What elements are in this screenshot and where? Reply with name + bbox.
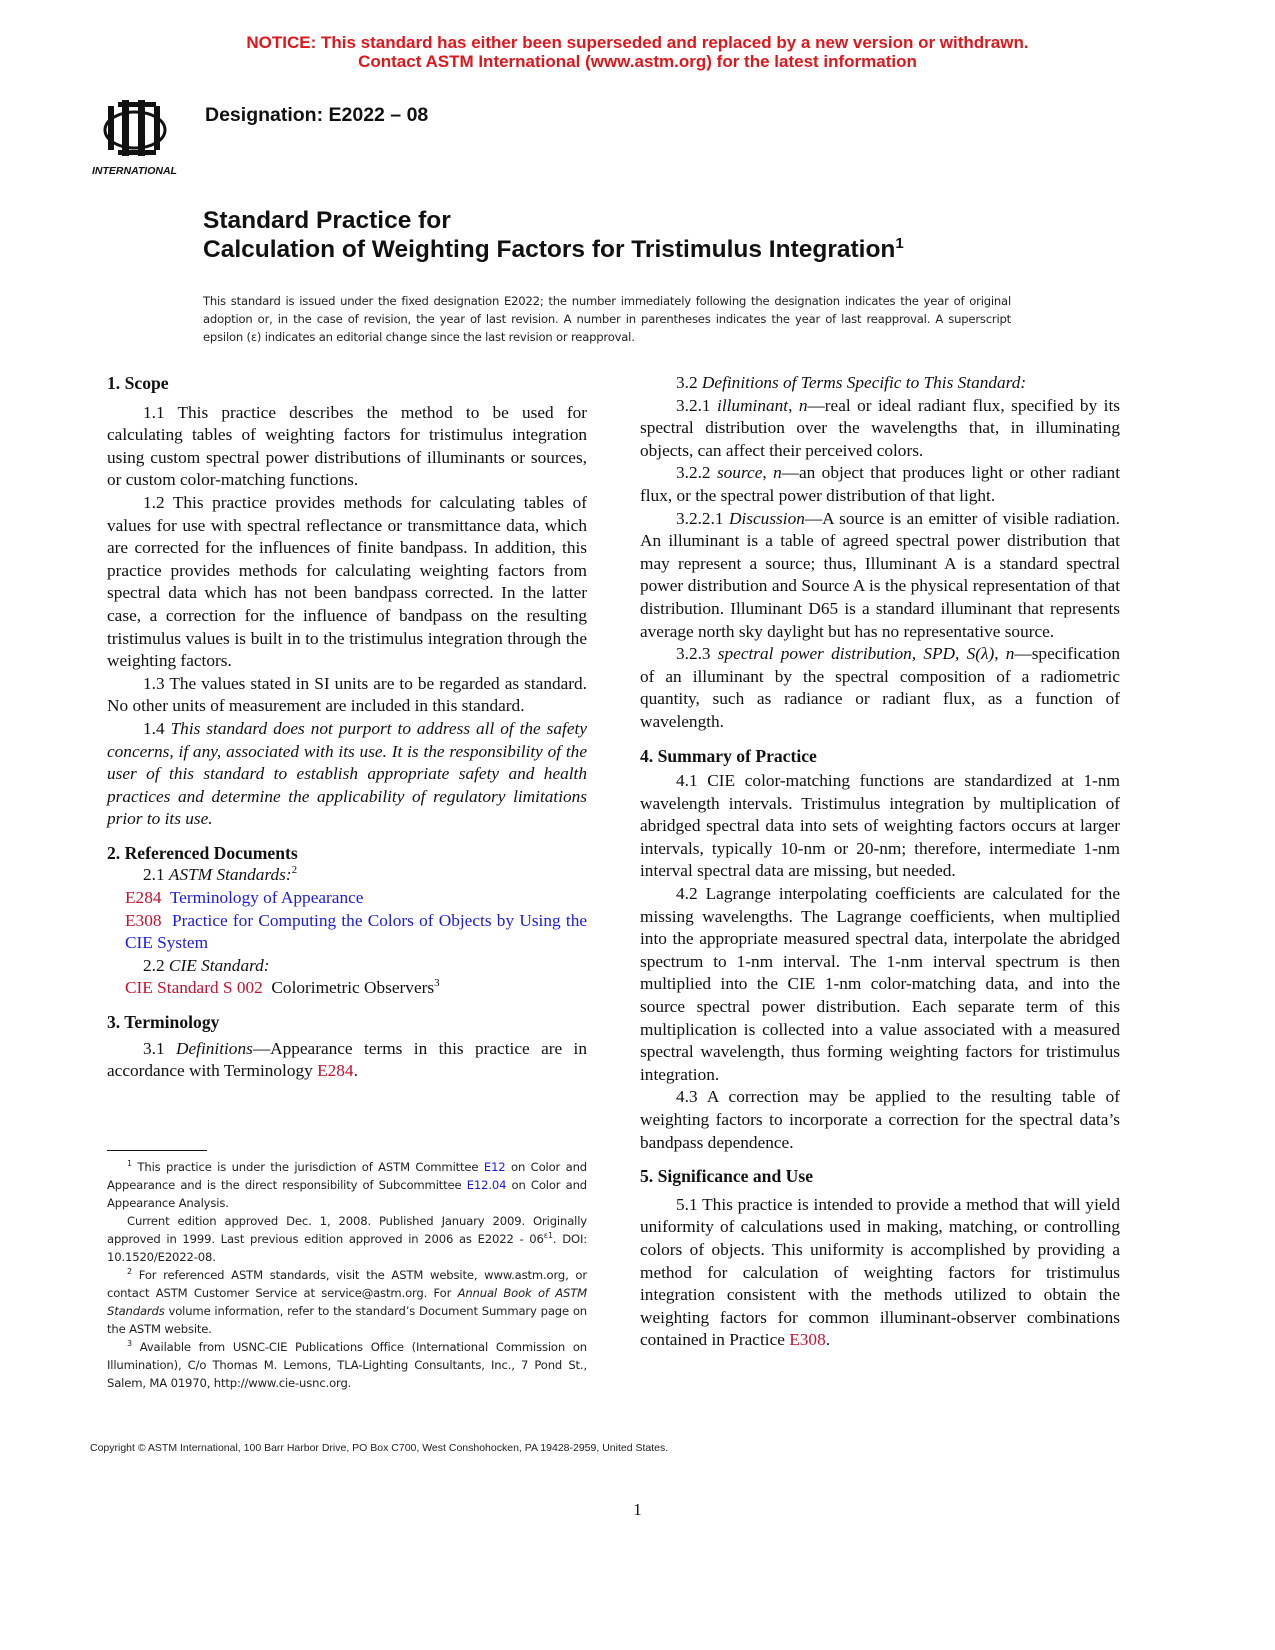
paragraph-1-1: 1.1 This practice describes the method to be used for calculating tables of weighting factors for tristimulus integration using custom spectral power distributions of illuminants or sources, or custom color-matching functions. <box>107 402 587 490</box>
edition-note: Current edition approved Dec. 1, 2008. Published January 2009. Originally approved in 1999. Last previous edition approved in 2006 as $E2022 - 06^{\varepsilon 1}$. DOI: 10.1520/E2022-08. <box>107 1214 587 1264</box>
paragraph-1-3: 1.3 The values stated in SI units are to be regarded as standard. No other units of measurement are included in this standard. <box>107 673 587 716</box>
reference-e308[interactable]: E308 Practice for Computing the Colors of Objects by Using the CIE System <box>125 910 588 953</box>
left-column <box>107 372 587 1083</box>
designation: Designation: E2022 – 08 <box>205 104 429 126</box>
astm-standards-label: 2.1 ASTM Standards:$^2$ <box>143 864 298 885</box>
definition-illuminant: 3.2.1 illuminant, n—real or ideal radiant flux, specified by its spectral distribution over the wavelengths that, in illuminating objects, can affect their perceived colors. <box>640 395 1120 460</box>
notice-line-2: Contact ASTM International (www.astm.org) for the latest information <box>358 52 917 71</box>
section-heading-terminology: 3. Terminology <box>107 1012 220 1033</box>
footnote-2: $^2$ For referenced ASTM standards, visit the ASTM website, www.astm.org, or contact ASTM Customer Service at service@astm.org. For Annual Book of ASTM Standards volume information, refer to the standard’s Document Summary page on the ASTM website. <box>107 1267 587 1336</box>
copyright-notice: Copyright © ASTM International, 100 Barr Harbor Drive, PO Box C700, West Conshohocken, PA 19428-2959, United States. <box>90 1442 669 1454</box>
paragraph-4-3: 4.3 A correction may be applied to the resulting table of weighting factors to incorporate a correction for the spectral data’s bandpass dependence. <box>640 1087 1120 1152</box>
link-e284[interactable]: E284 <box>317 1061 354 1081</box>
astm-logo <box>90 92 190 182</box>
title-line-2: Calculation of Weighting Factors for Tristimulus Integration$^1$ <box>203 234 904 263</box>
reference-cie-s002[interactable]: CIE Standard S 002 Colorimetric Observers$^3$ <box>125 977 440 998</box>
issuance-note: This standard is issued under the fixed designation E2022; the number immediately following the designation indicates the year of original adoption or, in the case of revision, the year of last revision. A number in parentheses indicates the year of last reapproval. A superscript epsilon (ε) indicates an editorial change since the last revision or reapproval. <box>203 294 1011 344</box>
paragraph-5-1: 5.1 This practice is intended to provide a method that will yield uniformity of calculations used in making, matching, or controlling colors of objects. This uniformity is accomplished by providing a method for calculation of weighting factors for tristimulus integration consistent with the methods utilized to obtain the weighting factors for common illuminant-observer combinations contained in Practice E308. <box>640 1194 1120 1350</box>
notice-line-1: NOTICE: This standard has either been superseded and replaced by a new version or withdrawn. <box>246 33 1029 52</box>
section-heading-referenced-documents: 2. Referenced Documents <box>107 842 298 863</box>
reference-e284[interactable]: E284 Terminology of Appearance <box>125 888 364 908</box>
page-number: 1 <box>633 1500 642 1519</box>
paragraph-3-1: 3.1 Definitions—Appearance terms in this practice are in accordance with Terminology E284. <box>107 1038 587 1081</box>
footnote-3: $^3$ Available from USNC-CIE Publications Office (International Commission on Illumination), C/o Thomas M. Lemons, TLA-Lighting Consultants, Inc., 7 Pond St., Salem, MA 01970, http://www.cie-usnc.org. <box>107 1339 587 1390</box>
cie-standard-label: 2.2 CIE Standard: <box>143 955 270 975</box>
right-column <box>640 372 1120 1352</box>
section-heading-scope: 1. Scope <box>107 373 169 393</box>
footnote-divider <box>107 1150 207 1151</box>
section-heading-significance: 5. Significance and Use <box>640 1166 814 1187</box>
paragraph-1-2: 1.2 This practice provides methods for calculating tables of values for use with spectral reflectance or transmittance data, which are corrected for the influences of finite bandpass. In addition, this practice provides methods for calculating weighting factors from spectral data which has not been bandpass corrected. In the latter case, a correction for the influence of bandpass on the resulting tristimulus values is built in to the tristimulus integration through the weighting factors. <box>107 492 587 671</box>
withdrawal-notice <box>0 33 1275 71</box>
definition-source: 3.2.2 source, n—an object that produces light or other radiant flux, or the spectral power distribution of that light. <box>640 463 1120 505</box>
definition-discussion: 3.2.2.1 Discussion—A source is an emitter of visible radiation. An illuminant is a table of agreed spectral power distribution that may represent a source; thus, Illuminant A is a standard spectral power distribution and Source A is the physical representation of that distribution. Illuminant D65 is a standard illuminant that represents average north sky daylight but has no representative source. <box>640 508 1121 641</box>
svg-text:INTERNATIONAL: INTERNATIONAL <box>92 165 177 177</box>
definitions-specific-label: 3.2 Definitions of Terms Specific to This Standard: <box>676 373 1027 392</box>
document-title <box>203 206 904 264</box>
astm-logo-icon <box>90 92 190 182</box>
title-line-1: Standard Practice for <box>203 207 451 234</box>
link-e12[interactable]: E12 <box>483 1160 506 1174</box>
definition-spd: 3.2.3 spectral power distribution, SPD, S(λ), n—specification of an illuminant by the spectral composition of a radiometric quantity, such as radiance or radiant flux, as a function of wavelength. <box>640 644 1120 731</box>
paragraph-4-1: 4.1 CIE color-matching functions are standardized at 1-nm wavelength intervals. Tristimulus integration by multiplication of abridged spectral data into sets of weighting factors occurs at larger intervals, typically 10-nm or 20-nm; therefore, intermediate 1-nm interval spectral data are missing, but needed. <box>640 771 1120 881</box>
link-e12-04[interactable]: E12.04 <box>466 1178 507 1192</box>
paragraph-1-4: 1.4 This standard does not purport to address all of the safety concerns, if any, associated with its use. It is the responsibility of the user of this standard to establish appropriate safety and health practices and determine the applicability of regulatory limitations prior to its use. <box>107 718 587 829</box>
paragraph-4-2: 4.2 Lagrange interpolating coefficients are calculated for the missing wavelengths. The Lagrange coefficients, when multiplied into the appropriate measured spectral data, interpolate the abridged spectrum to 1-nm interval. The 1-nm interval spectrum is then multiplied into the CIE 1-nm color-matching data, and into the source spectral power distribution. Each separate term of this multiplication is collected into a value associated with a measured spectral wavelength, thus forming weighting factors for tristimulus integration. <box>640 884 1120 1084</box>
footnotes <box>107 1158 587 1392</box>
footnote-1: $^1$ This practice is under the jurisdiction of ASTM Committee E12 on Color and Appearance and is the direct responsibility of Subcommittee E12.04 on Color and Appearance Analysis. <box>107 1159 587 1210</box>
link-e308[interactable]: E308 <box>789 1330 826 1350</box>
section-heading-summary: 4. Summary of Practice <box>640 745 817 766</box>
